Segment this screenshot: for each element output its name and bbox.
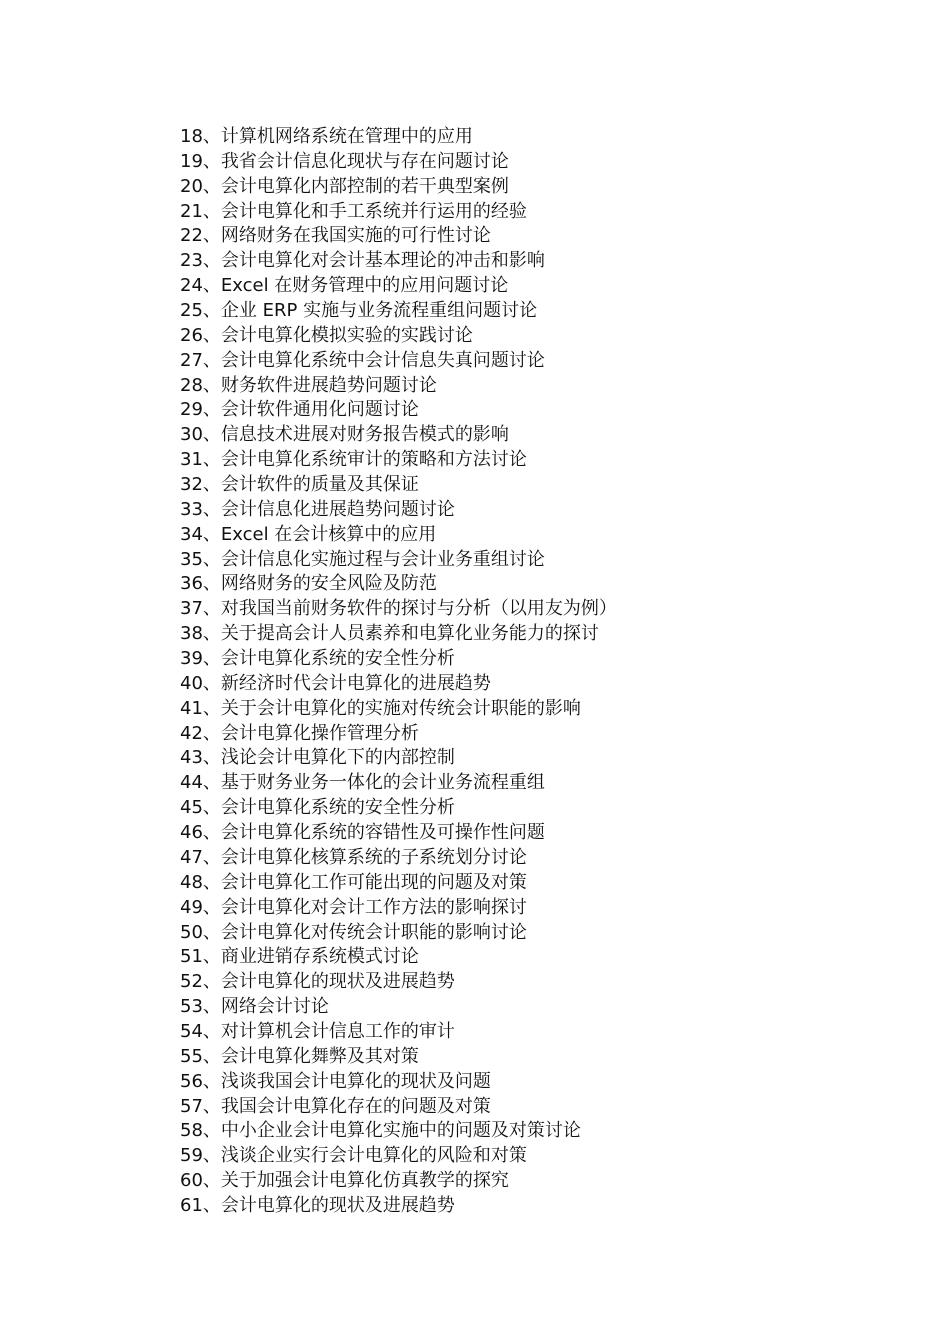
- topic-list: [180, 125, 880, 1219]
- list-item-text: 会计电算化舞弊及其对策: [220, 1045, 419, 1067]
- list-item-number: 27、: [180, 349, 221, 371]
- list-item: [180, 871, 880, 896]
- list-item-number: 51、: [180, 946, 221, 968]
- list-item: [180, 896, 880, 921]
- list-item: [180, 299, 880, 324]
- list-item-text: 会计信息化进展趋势问题讨论: [220, 498, 455, 520]
- list-item-text: 信息技术进展对财务报告模式的影响: [220, 424, 509, 446]
- list-item: [180, 548, 880, 573]
- list-item-number: 59、: [180, 1145, 221, 1167]
- list-item-number: 61、: [180, 1194, 221, 1216]
- list-item: [180, 697, 880, 722]
- list-item-number: 28、: [180, 374, 221, 396]
- list-item-text: 对计算机会计信息工作的审计: [220, 1020, 455, 1042]
- list-item-text: 对我国当前财务软件的探讨与分析（以用友为例）: [220, 598, 617, 620]
- list-item: [180, 1144, 880, 1169]
- list-item-text: 会计信息化实施过程与会计业务重组讨论: [220, 548, 545, 570]
- list-item-text: 关于会计电算化的实施对传统会计职能的影响: [220, 697, 581, 719]
- list-item-number: 46、: [180, 822, 221, 844]
- list-item-number: 31、: [180, 449, 221, 471]
- list-item-text: 中小企业会计电算化实施中的问题及对策讨论: [220, 1120, 581, 1142]
- list-item-number: 56、: [180, 1070, 221, 1092]
- list-item-number: 26、: [180, 324, 221, 346]
- list-item-text: 我国会计电算化存在的问题及对策: [220, 1095, 491, 1117]
- list-item: [180, 622, 880, 647]
- list-item-number: 36、: [180, 573, 221, 595]
- list-item-text: 会计软件的质量及其保证: [220, 474, 419, 496]
- list-item-number: 30、: [180, 424, 221, 446]
- list-item-text: 会计电算化工作可能出现的问题及对策: [220, 871, 527, 893]
- list-item-number: 58、: [180, 1120, 221, 1142]
- list-item: [180, 498, 880, 523]
- list-item-number: 33、: [180, 498, 221, 520]
- list-item-text: 会计电算化系统的容错性及可操作性问题: [220, 822, 545, 844]
- list-item-text: 会计电算化内部控制的若干典型案例: [220, 175, 509, 197]
- list-item: [180, 249, 880, 274]
- list-item-text: 网络财务在我国实施的可行性讨论: [220, 225, 491, 247]
- list-item: [180, 1119, 880, 1144]
- list-item-text: 会计电算化对传统会计职能的影响讨论: [220, 921, 527, 943]
- list-item: [180, 1070, 880, 1095]
- list-item: [180, 473, 880, 498]
- list-item-text: 会计电算化系统的安全性分析: [220, 648, 455, 670]
- list-item-text: 会计电算化的现状及进展趋势: [220, 1194, 455, 1216]
- list-item-number: 18、: [180, 126, 221, 147]
- list-item-text: Excel 在财务管理中的应用问题讨论: [220, 275, 509, 297]
- list-item-number: 54、: [180, 1020, 221, 1042]
- list-item-text: Excel 在会计核算中的应用: [220, 523, 437, 545]
- list-item-number: 60、: [180, 1170, 221, 1192]
- list-item: [180, 921, 880, 946]
- list-item-text: 会计电算化系统中会计信息失真问题讨论: [220, 349, 545, 371]
- list-item-number: 20、: [180, 175, 221, 197]
- list-item: [180, 150, 880, 175]
- list-item: [180, 846, 880, 871]
- list-item-number: 32、: [180, 474, 221, 496]
- list-item-number: 52、: [180, 971, 221, 993]
- list-item-number: 47、: [180, 846, 221, 868]
- list-item: [180, 746, 880, 771]
- list-item-number: 44、: [180, 772, 221, 794]
- list-item-text: 商业进销存系统模式讨论: [220, 946, 419, 968]
- list-item: [180, 1169, 880, 1194]
- list-item-text: 会计电算化系统审计的策略和方法讨论: [220, 449, 527, 471]
- list-item-text: 财务软件进展趋势问题讨论: [220, 374, 437, 396]
- list-item-text: 会计电算化操作管理分析: [220, 722, 419, 744]
- list-item: [180, 175, 880, 200]
- list-item-number: 57、: [180, 1095, 221, 1117]
- list-item: [180, 796, 880, 821]
- list-item: [180, 423, 880, 448]
- list-item-text: 关于提高会计人员素养和电算化业务能力的探讨: [220, 623, 599, 645]
- list-item-text: 浅论会计电算化下的内部控制: [220, 747, 455, 769]
- list-item: [180, 597, 880, 622]
- list-item-number: 22、: [180, 225, 221, 247]
- list-item: [180, 324, 880, 349]
- list-item: [180, 647, 880, 672]
- list-item-number: 37、: [180, 598, 221, 620]
- list-item-text: 浅谈我国会计电算化的现状及问题: [220, 1070, 491, 1092]
- list-item: [180, 945, 880, 970]
- list-item: [180, 274, 880, 299]
- list-item-number: 38、: [180, 623, 221, 645]
- list-item-number: 55、: [180, 1045, 221, 1067]
- list-item: [180, 970, 880, 995]
- list-item-text: 新经济时代会计电算化的进展趋势: [220, 672, 491, 694]
- list-item-text: 会计电算化对会计工作方法的影响探讨: [220, 896, 527, 918]
- list-item: [180, 821, 880, 846]
- list-item: [180, 349, 880, 374]
- list-item-text: 网络会计讨论: [220, 996, 329, 1018]
- list-item-number: 42、: [180, 722, 221, 744]
- list-item-text: 基于财务业务一体化的会计业务流程重组: [220, 772, 545, 794]
- list-item-text: 会计电算化系统的安全性分析: [220, 797, 455, 819]
- list-item-text: 企业 ERP 实施与业务流程重组问题讨论: [220, 300, 538, 322]
- list-item-text: 浅谈企业实行会计电算化的风险和对策: [220, 1145, 527, 1167]
- list-item-number: 35、: [180, 548, 221, 570]
- list-item-number: 19、: [180, 150, 221, 172]
- list-item: [180, 572, 880, 597]
- list-item-number: 45、: [180, 797, 221, 819]
- list-item: [180, 995, 880, 1020]
- list-item-text: 关于加强会计电算化仿真教学的探究: [220, 1170, 509, 1192]
- list-item-number: 40、: [180, 672, 221, 694]
- list-item-text: 会计电算化模拟实验的实践讨论: [220, 324, 473, 346]
- list-item-text: 网络财务的安全风险及防范: [220, 573, 437, 595]
- list-item: [180, 224, 880, 249]
- list-item-number: 29、: [180, 399, 221, 421]
- list-item-number: 41、: [180, 697, 221, 719]
- list-item: [180, 1020, 880, 1045]
- list-item-number: 50、: [180, 921, 221, 943]
- list-item-number: 34、: [180, 523, 221, 545]
- list-item: [180, 771, 880, 796]
- list-item: [180, 1095, 880, 1120]
- list-item: [180, 1045, 880, 1070]
- list-item-text: 会计软件通用化问题讨论: [220, 399, 419, 421]
- list-item-text: 会计电算化对会计基本理论的冲击和影响: [220, 250, 545, 272]
- list-item-text: 我省会计信息化现状与存在问题讨论: [220, 150, 509, 172]
- list-item-number: 43、: [180, 747, 221, 769]
- list-item-number: 23、: [180, 250, 221, 272]
- list-item-number: 39、: [180, 648, 221, 670]
- list-item: [180, 672, 880, 697]
- list-item-text: 计算机网络系统在管理中的应用: [220, 126, 473, 147]
- list-item-number: 48、: [180, 871, 221, 893]
- list-item-number: 53、: [180, 996, 221, 1018]
- list-item-number: 21、: [180, 200, 221, 222]
- list-item-text: 会计电算化的现状及进展趋势: [220, 971, 455, 993]
- list-item: [180, 200, 880, 225]
- list-item: [180, 374, 880, 399]
- list-item: [180, 1194, 880, 1219]
- list-item-number: 24、: [180, 275, 221, 297]
- list-item: [180, 448, 880, 473]
- list-item: [180, 523, 880, 548]
- list-item: [180, 722, 880, 747]
- list-item-number: 25、: [180, 300, 221, 322]
- list-item-number: 49、: [180, 896, 221, 918]
- list-item: [180, 125, 880, 150]
- list-item-text: 会计电算化核算系统的子系统划分讨论: [220, 846, 527, 868]
- list-item: [180, 398, 880, 423]
- list-item-text: 会计电算化和手工系统并行运用的经验: [220, 200, 527, 222]
